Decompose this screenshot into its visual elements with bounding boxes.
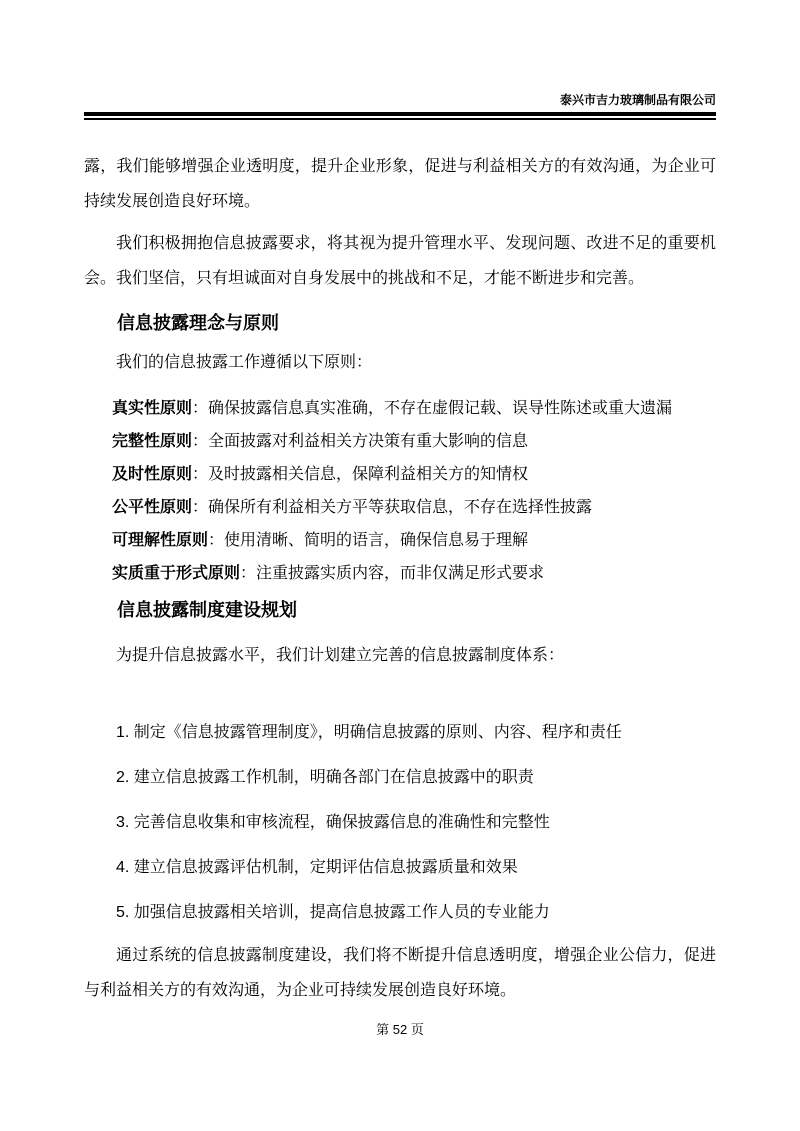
header-rule-thick [84,112,716,116]
plan-item-1: 1. 制定《信息披露管理制度》，明确信息披露的原则、内容、程序和责任 [116,724,622,741]
principle-text: ：注重披露实质内容，而非仅满足形式要求 [240,565,545,582]
principle-text: ：及时披露相关信息，保障利益相关方的知情权 [192,466,529,483]
principle-label: 可理解性原则 [112,532,209,549]
paragraph-intro-1: 露，我们能够增强企业透明度，提升企业形象，促进与利益相关方的有效沟通，为企业可持续发展创造良好环境。 [84,158,716,210]
principle-item [112,491,716,524]
principle-item [112,392,716,425]
paragraph-intro-2: 我们积极拥抱信息披露要求，将其视为提升管理水平、发现问题、改进不足的重要机会。我们坚信，只有坦诚面对自身发展中的挑战和不足，才能不断进步和完善。 [84,235,716,287]
header-rule-thin [84,118,716,120]
content-area [84,0,716,1039]
principle-text: ：使用清晰、简明的语言，确保信息易于理解 [208,532,529,549]
plan-item-5: 5. 加强信息披露相关培训，提高信息披露工作人员的专业能力 [116,904,550,921]
principle-label: 及时性原则 [112,466,193,483]
principle-text: ：全面披露对利益相关方决策有重大影响的信息 [192,433,529,450]
plan-lead: 为提升信息披露水平，我们计划建立完善的信息披露制度体系： [116,647,565,664]
company-name: 泰兴市吉力玻璃制品有限公司 [559,93,716,107]
plan-item-3: 3. 完善信息收集和审核流程，确保披露信息的准确性和完整性 [116,814,550,831]
principle-item [112,524,716,557]
section-title-principles: 信息披露理念与原则 [117,313,279,333]
plan-item-2: 2. 建立信息披露工作机制，明确各部门在信息披露中的职责 [116,769,534,786]
page-footer [84,1021,716,1039]
principles-list [84,392,716,590]
principle-label: 完整性原则 [112,433,193,450]
section-title-plan: 信息披露制度建设规划 [117,600,297,620]
principle-item [112,557,716,590]
principle-item [112,458,716,491]
page-number-label: 第 52 页 [376,1022,424,1037]
principle-label: 公平性原则 [112,499,193,516]
principle-text: ：确保披露信息真实准确，不存在虚假记载、误导性陈述或重大遗漏 [192,400,673,417]
paragraph-closing: 通过系统的信息披露制度建设，我们将不断提升信息透明度，增强企业公信力，促进与利益相关方的有效沟通，为企业可持续发展创造良好环境。 [84,947,716,999]
plan-list [84,723,716,923]
principle-text: ：确保所有利益相关方平等获取信息，不存在选择性披露 [192,499,593,516]
principles-lead: 我们的信息披露工作遵循以下原则： [116,354,373,371]
principle-item [112,425,716,458]
page-header [84,0,716,120]
plan-item-4: 4. 建立信息披露评估机制，定期评估信息披露质量和效果 [116,859,518,876]
principle-label: 实质重于形式原则 [112,565,241,582]
principle-label: 真实性原则 [112,400,193,417]
